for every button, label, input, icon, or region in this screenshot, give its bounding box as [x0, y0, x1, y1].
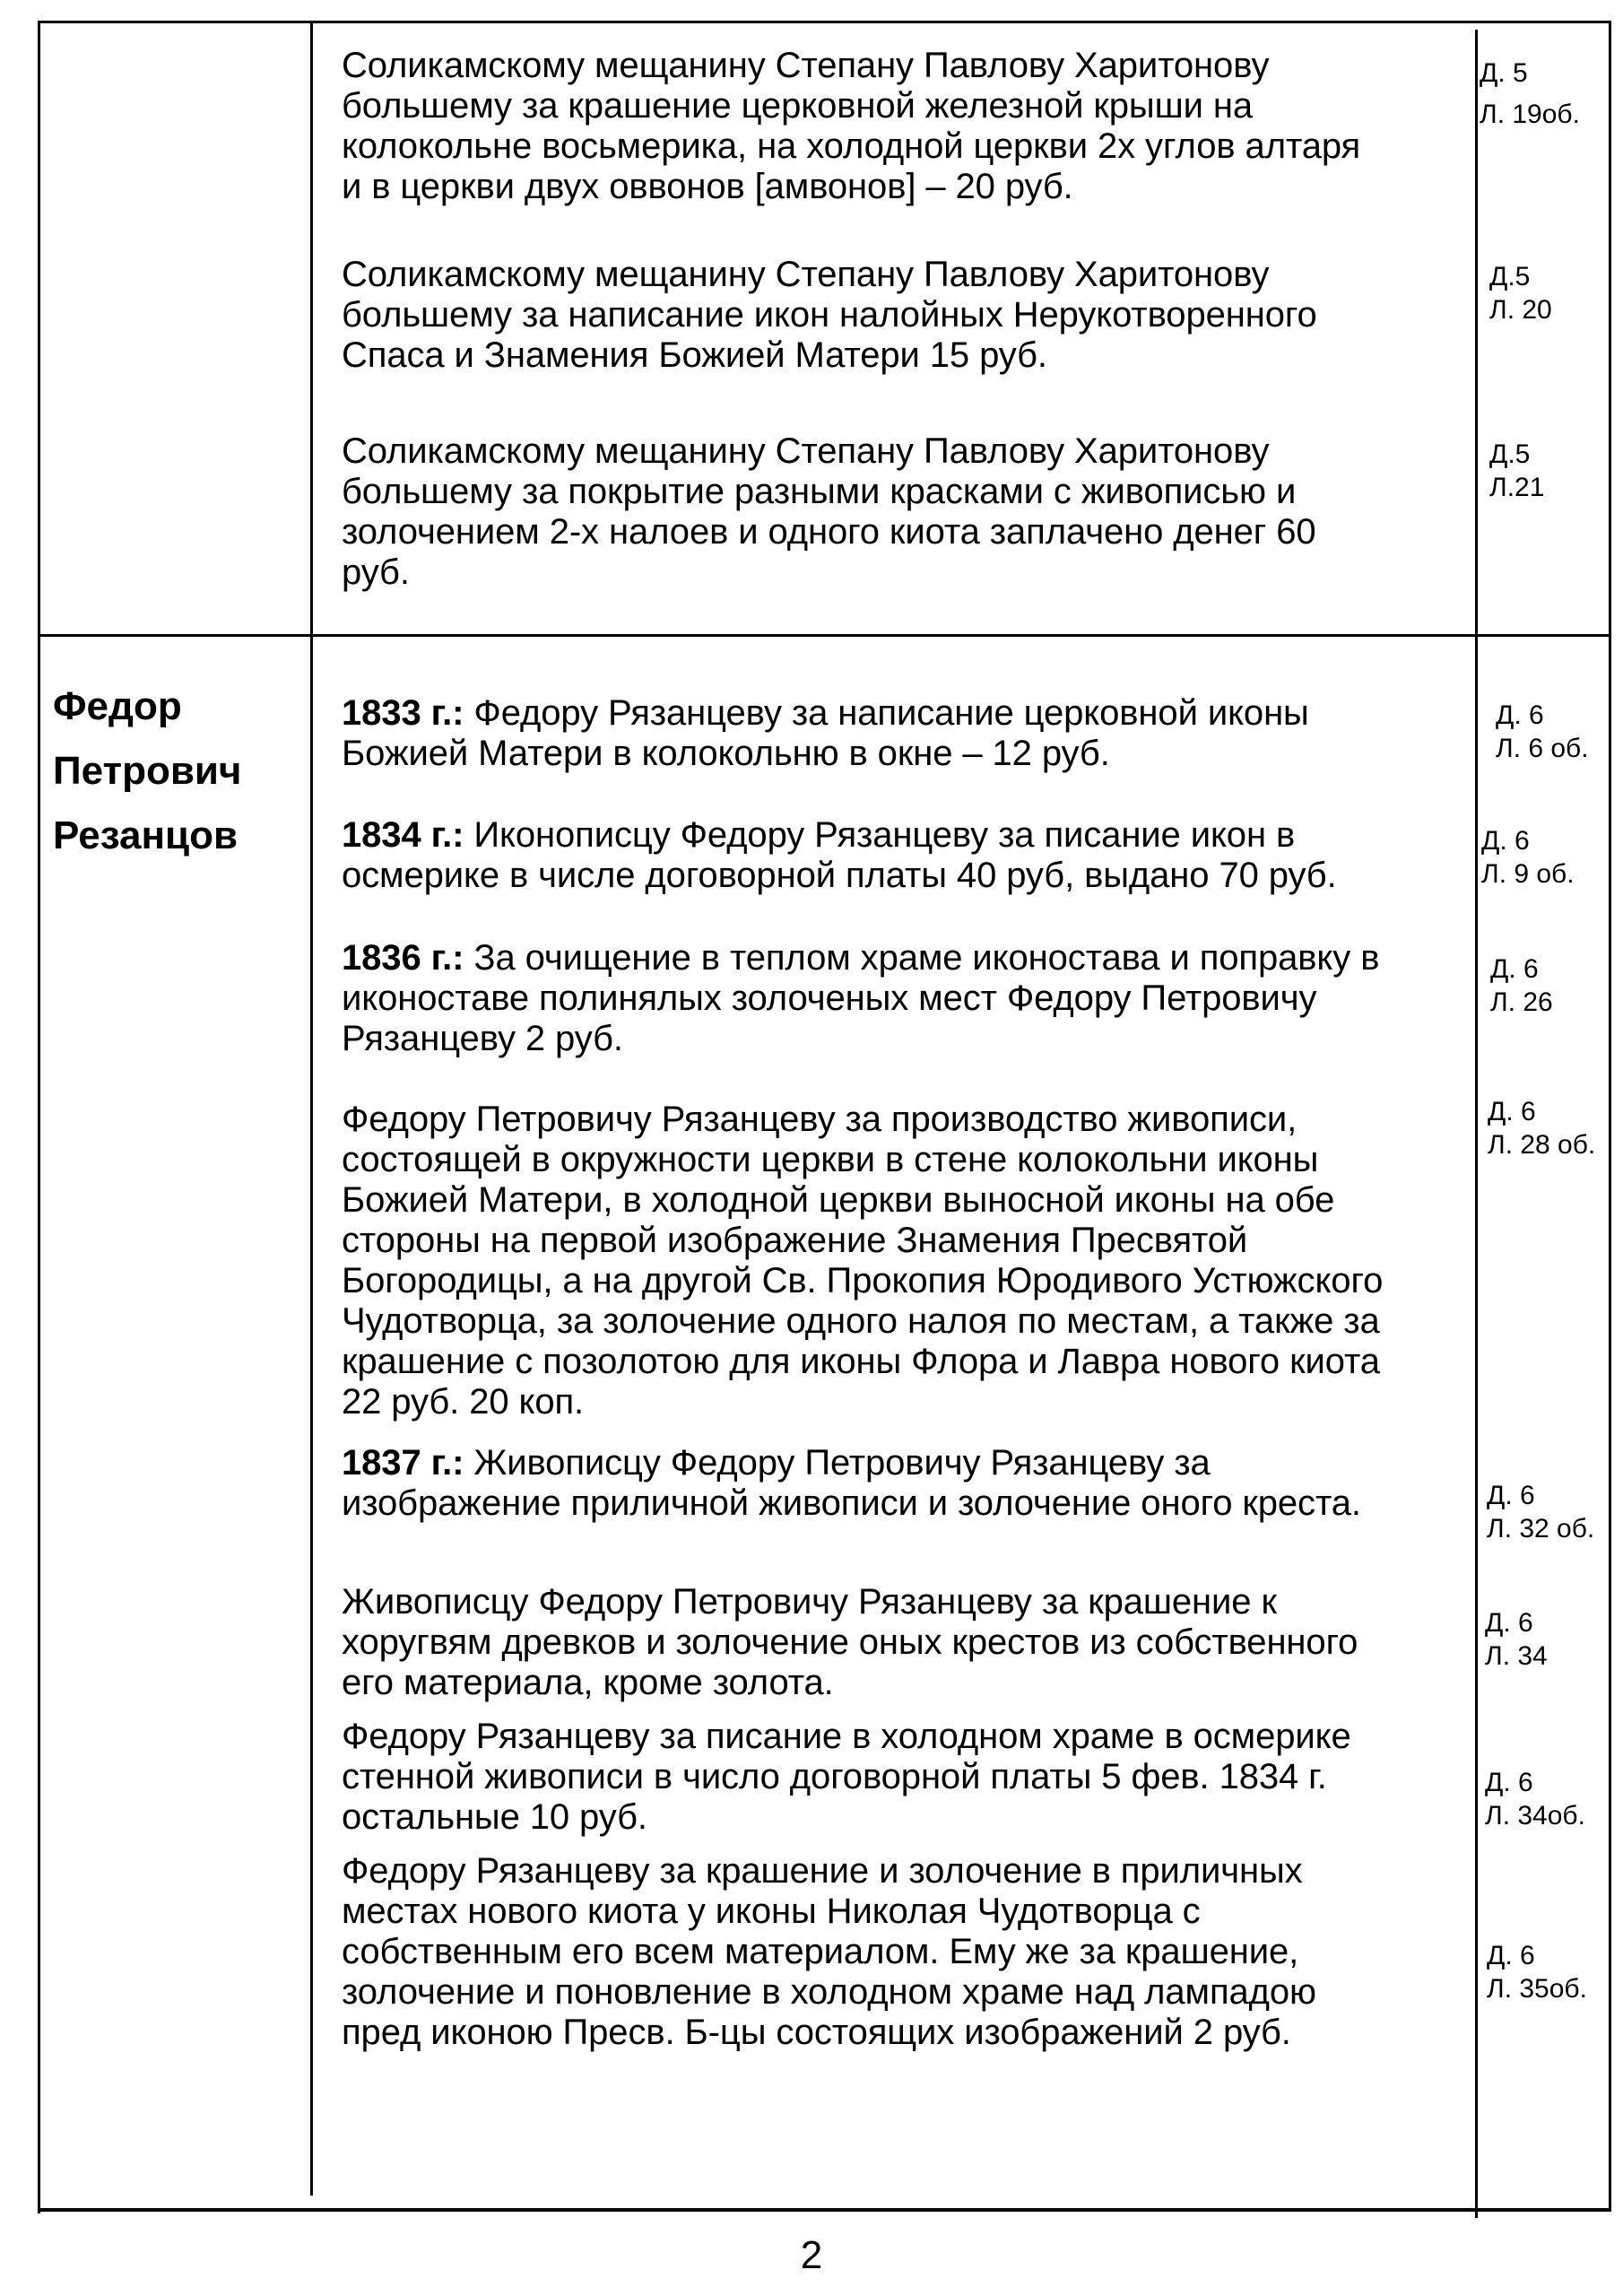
archive-reference: Д. 6 Л. 35об.: [1487, 1941, 1587, 2004]
entry-text: 1837 г.: Живописцу Федору Петровичу Рязанцеву за изображение приличной живописи и золочение оного креста.: [342, 1443, 1361, 1523]
row-divider: [38, 634, 1611, 637]
archive-reference: Д.5 Л.21: [1489, 439, 1545, 502]
entry-text: Федору Рязанцеву за крашение и золочение в приличных местах нового киота у иконы Николая Чудотворца с собственным его всем материалом. Ему же за крашение, золочение и поновление в холодном храме над лампадою пред иконою Пресв. Б-цы состоящих изображений 2 руб.: [342, 1851, 1316, 2052]
table-top-border: [38, 21, 1611, 23]
archive-reference: Д. 6 Л. 6 об.: [1496, 700, 1589, 763]
table-bottom-border: [38, 2208, 1611, 2212]
name-column-divider: [310, 21, 313, 2196]
entry-year: 1836 г.:: [342, 938, 464, 978]
entry-year: 1834 г.:: [342, 815, 464, 855]
entry-text: Федору Петровичу Рязанцеву за производство живописи, состоящей в окружности церкви в стене колокольни иконы Божией Матери, в холодной церкви выносной иконы на обе стороны на первой изображение Знамения Пресвятой Богородицы, а на другой Св. Прокопия Юродивого Устюжского Чудотворца, за золочение одного налоя по местам, а также за крашение с позолотою для иконы Флора и Лавра нового киота 22 руб. 20 коп.: [342, 1100, 1384, 1422]
entry-text: Соликамскому мещанину Степану Павлову Харитонову большему за покрытие разными красками с живописью и золочением 2-х налоев и одного киота заплачено денег 60 руб.: [342, 431, 1316, 592]
table-left-border: [38, 21, 40, 2213]
archive-reference: Д. 5 Л. 19об.: [1480, 58, 1580, 129]
archive-reference: Д.5 Л. 20: [1489, 262, 1552, 325]
entry-year: 1833 г.:: [342, 693, 464, 733]
archive-reference: Д. 6 Л. 34: [1485, 1608, 1548, 1671]
archive-reference: Д. 6 Л. 34об.: [1485, 1768, 1585, 1831]
entry-text: Федору Рязанцеву за писание в холодном храме в осмерике стенной живописи в число договорной платы 5 фев. 1834 г. остальные 10 руб.: [342, 1717, 1351, 1837]
table-right-border: [1609, 21, 1611, 2209]
entry-year: 1837 г.:: [342, 1443, 464, 1483]
entry-text: 1836 г.: За очищение в теплом храме иконостава и поправку в иконоставе полинялых золоченых мест Федору Петровичу Рязанцеву 2 руб.: [342, 938, 1380, 1058]
entry-text: Соликамскому мещанину Степану Павлову Харитонову большему за написание икон налойных Нерукотворенного Спаса и Знамения Божией Матери 15 руб.: [342, 255, 1317, 375]
archive-reference: Д. 6 Л. 32 об.: [1487, 1481, 1595, 1544]
entry-text: Живописцу Федору Петровичу Рязанцеву за крашение к хоругвям древков и золочение оных крестов из собственного его материала, кроме золота.: [342, 1582, 1358, 1702]
archive-reference: Д. 6 Л. 26: [1490, 954, 1553, 1017]
page-number: 2: [800, 2233, 823, 2277]
archive-reference: Д. 6 Л. 9 об.: [1481, 826, 1575, 889]
entry-text: Соликамскому мещанину Степану Павлову Харитонову большему за крашение церковной железной крыши на колокольне восьмерика, на холодной церкви 2х углов алтаря и в церкви двух оввонов [амвонов] – 20 руб.: [342, 46, 1361, 206]
archive-reference: Д. 6 Л. 28 об.: [1488, 1097, 1596, 1160]
ref-column-divider: [1475, 30, 1478, 2218]
entry-text: 1833 г.: Федору Рязанцеву за написание церковной иконы Божией Матери в колокольню в окне – 12 руб.: [342, 693, 1309, 773]
person-name: Федор Петрович Резанцов: [53, 684, 242, 857]
entry-text: 1834 г.: Иконописцу Федору Рязанцеву за писание икон в осмерике в числе договорной платы 40 руб, выдано 70 руб.: [342, 815, 1337, 895]
